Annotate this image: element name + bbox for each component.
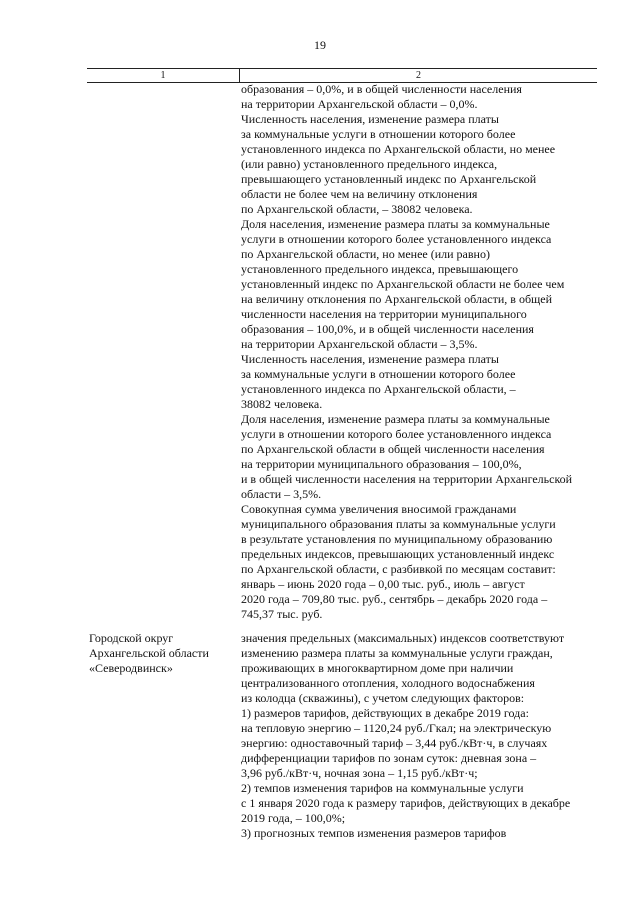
text-line: за коммунальные услуги в отношении которого более [241,127,516,141]
text-line: услуги в отношении которого более установленного индекса [241,427,552,441]
text-line: 2019 года, – 100,0%; [241,811,346,825]
text-line: на тепловую энергию – 1120,24 руб./Гкал; на электрическую [241,721,552,735]
text-line: по Архангельской области, – 38082 человека. [241,202,473,216]
region-description-cell [241,631,611,841]
text-line: муниципального образования платы за коммунальные услуги [241,517,556,531]
region-name-line: «Северодвинск» [89,661,173,675]
text-line: 3,96 руб./кВт·ч, ночная зона – 1,15 руб./кВт·ч; [241,766,478,780]
text-line: проживающих в многоквартирном доме при наличии [241,661,514,675]
text-line: централизованного отопления, холодного водоснабжения [241,676,535,690]
page-number: 19 [314,38,326,52]
text-line: на территории муниципального образования – 100,0%, [241,457,522,471]
table-header-col-2: 2 [416,70,421,81]
text-line: образования – 100,0%, и в общей численности населения [241,322,534,336]
continued-cell-text [241,82,611,622]
text-line: услуги в отношении которого более установленного индекса [241,232,552,246]
text-line: по Архангельской области, но менее (или равно) [241,247,490,261]
text-line: 2) темпов изменения тарифов на коммунальные услуги [241,781,524,795]
text-line: области – 3,5%. [241,487,322,501]
text-line: на территории Архангельской области – 3,5%. [241,337,478,351]
text-line: Доля населения, изменение размера платы за коммунальные [241,412,550,426]
text-line: с 1 января 2020 года к размеру тарифов, действующих в декабре [241,796,571,810]
text-line: и в общей численности населения на территории Архангельской [241,472,573,486]
region-name-cell [89,631,239,676]
text-line: январь – июнь 2020 года – 0,00 тыс. руб., июль – август [241,577,525,591]
text-line: образования – 0,0%, и в общей численности населения [241,82,522,96]
text-line: по Архангельской области в общей численности населения [241,442,545,456]
text-line: на величину отклонения по Архангельской области, в общей [241,292,553,306]
text-line: (или равно) установленного предельного индекса, [241,157,498,171]
text-line: за коммунальные услуги в отношении которого более [241,367,516,381]
text-line: 38082 человека. [241,397,323,411]
text-line: на территории Архангельской области – 0,0%. [241,97,478,111]
text-line: 1) размеров тарифов, действующих в декабре 2019 года: [241,706,529,720]
table-header-row [87,68,597,83]
text-line: значения предельных (максимальных) индексов соответствуют [241,631,565,645]
text-line: численности населения на территории муниципального [241,307,527,321]
text-line: изменению размера платы за коммунальные услуги граждан, [241,646,553,660]
text-line: в результате установления по муниципальному образованию [241,532,553,546]
text-line: Совокупная сумма увеличения вносимой гражданами [241,502,517,516]
text-line: установленного индекса по Архангельской области, – [241,382,516,396]
text-line: дифференциации тарифов по зонам суток: дневная зона – [241,751,537,765]
text-line: по Архангельской области, с разбивкой по месяцам составит: [241,562,556,576]
text-line: энергию: одноставочный тариф – 3,44 руб./кВт·ч, в случаях [241,736,548,750]
text-line: установленного индекса по Архангельской области, но менее [241,142,556,156]
text-line: 2020 года – 709,80 тыс. руб., сентябрь – декабрь 2020 года – [241,592,548,606]
text-line: предельных индексов, превышающих установленный индекс [241,547,555,561]
text-line: Доля населения, изменение размера платы за коммунальные [241,217,550,231]
text-line: 745,37 тыс. руб. [241,607,323,621]
text-line: установленного предельного индекса, превышающего [241,262,519,276]
text-line: 3) прогнозных темпов изменения размеров тарифов [241,826,507,840]
text-line: из колодца (скважины), с учетом следующих факторов: [241,691,525,705]
text-line: области не более чем на величину отклонения [241,187,478,201]
text-line: Численность населения, изменение размера платы [241,352,499,366]
region-name-line: Городской округ [89,631,174,645]
text-line: Численность населения, изменение размера платы [241,112,499,126]
text-line: установленный индекс по Архангельской области не более чем [241,277,565,291]
text-line: превышающего установленный индекс по Архангельской [241,172,537,186]
region-name-line: Архангельской области [89,646,209,660]
table-header-col-1: 1 [160,70,166,81]
